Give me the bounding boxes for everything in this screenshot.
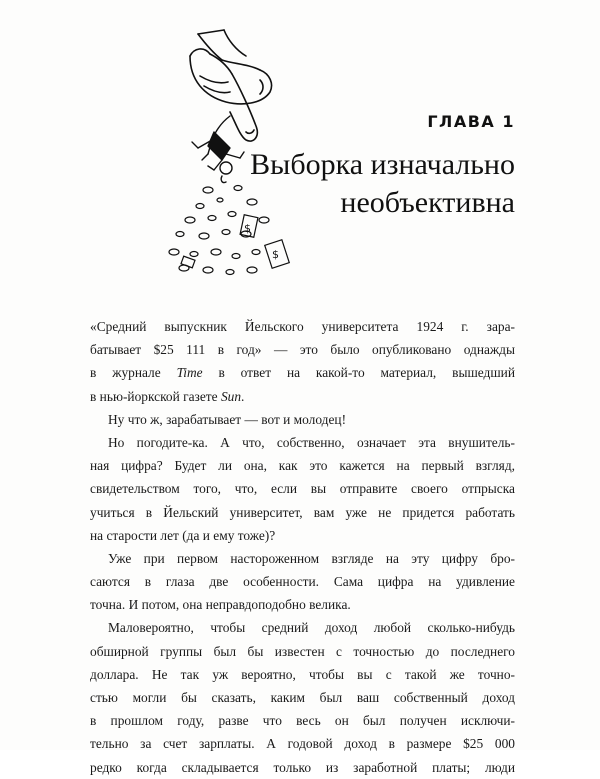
text-run: в журнале bbox=[90, 365, 177, 381]
chapter-title-line: Выборка изначально bbox=[250, 148, 515, 181]
text-line: доллара. Не так уж вероятно, чтобы вы с такой же точно- bbox=[90, 666, 515, 682]
text-line: на старости лет (да и ему тоже)? bbox=[90, 527, 276, 543]
text-line: саются в глаза две особенности. Сама цифра на удивление bbox=[90, 574, 515, 590]
text-line: обширной группы был бы известен с точностью до последнего bbox=[90, 643, 515, 659]
text-line: Маловероятно, чтобы средний доход любой сколько-нибудь bbox=[108, 620, 515, 636]
text-line: редко когда складывается только из заработной платы; люди bbox=[90, 759, 515, 775]
text-line: стью могли бы сказать, каким был ваш собственный доход bbox=[90, 690, 515, 705]
text-line: учиться в Йельский университет, вам уже не придется работать bbox=[90, 504, 515, 520]
text-line: свидетельством того, что, если вы отправите своего отпрыска bbox=[90, 481, 515, 497]
body-text bbox=[90, 315, 515, 779]
text-run: в нью-йоркской газете bbox=[90, 388, 221, 404]
chapter-title-line: необъективна bbox=[340, 186, 515, 219]
text-line: тельно за счет зарплаты. А годовой доход в размере $25 000 bbox=[90, 736, 515, 752]
text-line: точна. И потом, она неправдоподобно велика. bbox=[90, 597, 351, 613]
text-line: ная цифра? Будет ли она, как это кажется на первый взгляд, bbox=[90, 458, 515, 474]
text-run: в ответ на какой-то материал, вышедший bbox=[202, 365, 515, 381]
text-line bbox=[90, 385, 515, 408]
text-line bbox=[90, 361, 515, 384]
text-line: Но погодите-ка. А что, собственно, означает эта внушитель- bbox=[108, 434, 515, 450]
text-run: . bbox=[241, 388, 245, 404]
text-line: Ну что ж, зарабатывает — вот и молодец! bbox=[108, 411, 347, 427]
text-line: «Средний выпускник Йельского университета 1924 г. зара- bbox=[90, 319, 515, 334]
text-line bbox=[90, 338, 515, 361]
newspaper-name: Sun bbox=[220, 388, 242, 404]
magazine-name: Time bbox=[176, 365, 203, 381]
text-line: Уже при первом настороженном взгляде на эту цифру бро- bbox=[108, 550, 515, 566]
chapter-label: ГЛАВА 1 bbox=[427, 112, 515, 131]
dollar-sign: $ bbox=[272, 248, 279, 261]
chapter-title bbox=[215, 146, 515, 222]
text-line: в прошлом году, разве что весь он был получен исключи- bbox=[90, 713, 515, 729]
dollar-sign: $ bbox=[244, 222, 251, 235]
text-run: батывает $25 111 в год» — это было опубликовано однажды bbox=[90, 342, 515, 358]
